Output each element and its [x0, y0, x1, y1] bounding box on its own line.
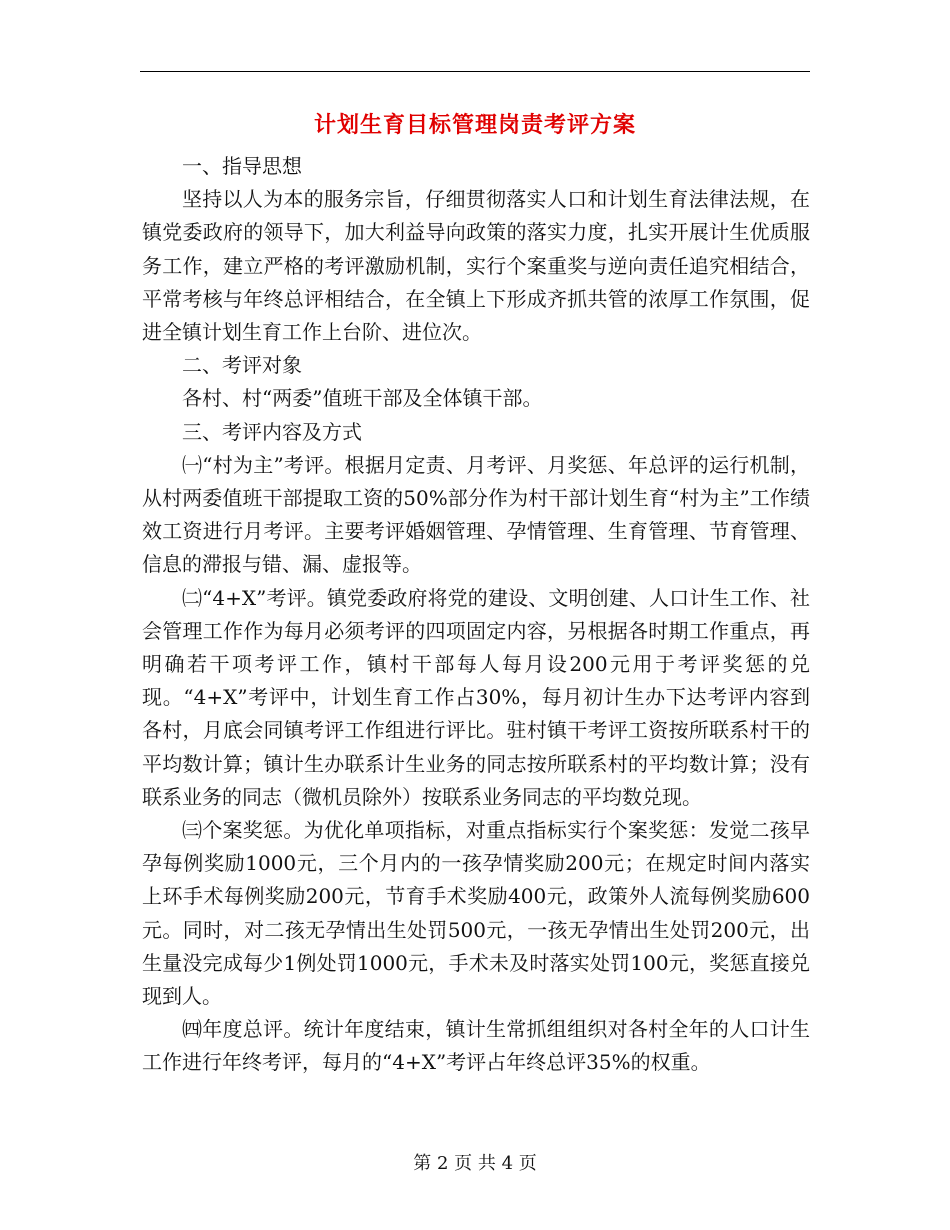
paragraph-case-rewards: ㈢个案奖惩。为优化单项指标，对重点指标实行个案奖惩：发觉二孩早孕每例奖励1000元，三个月内的一孩孕情奖励200元；在规定时间内落实上环手术每例奖励200元，节育手术奖励400元，政策外人流每例奖励600元。同时，对二孩无孕情出生处罚500元，一孩无孕情出生处罚200元，出生量没完成每少1例处罚1000元，手术未及时落实处罚100元，奖惩直接兑现到人。 [142, 818, 810, 1009]
page-footer: 第 2 页 共 4 页 [413, 1153, 537, 1174]
heading-evaluation-targets: 二、考评对象 [182, 353, 302, 378]
heading-guiding-principle: 一、指导思想 [182, 154, 302, 178]
document-body [142, 150, 810, 1080]
paragraph-4x-evaluation: ㈡“4+X”考评。镇党委政府将党的建设、文明创建、人口计生工作、社会管理工作作为每月必须考评的四项固定内容，另根据各时期工作重点，再明确若干项考评工作，镇村干部每人每月设200元用于考评奖惩的兑现。“4+X”考评中，计划生育工作占30%，每月初计生办下达考评内容到各村，月底会同镇考评工作组进行评比。驻村镇干考评工资按所联系村干的平均数计算；镇计生办联系计生业务的同志按所联系村的平均数计算；没有联系业务的同志（微机员除外）按联系业务同志的平均数兑现。 [142, 585, 810, 809]
paragraph-village-evaluation: ㈠“村为主”考评。根据月定责、月考评、月奖惩、年总评的运行机制，从村两委值班干部提取工资的50%部分作为村干部计划生育“村为主”工作绩效工资进行月考评。主要考评婚姻管理、孕情管理、生育管理、节育管理、信息的滞报与错、漏、虚报等。 [142, 452, 810, 577]
header-rule [140, 71, 810, 72]
document-title: 计划生育目标管理岗责考评方案 [313, 112, 636, 138]
paragraph-annual-review: ㈣年度总评。统计年度结束，镇计生常抓组组织对各村全年的人口计生工作进行年终考评，每月的“4+X”考评占年终总评35%的权重。 [142, 1017, 810, 1075]
paragraph-evaluation-targets: 各村、村“两委”值班干部及全体镇干部。 [182, 386, 543, 411]
paragraph-guiding-principle: 坚持以人为本的服务宗旨，仔细贯彻落实人口和计划生育法律法规，在镇党委政府的领导下，加大利益导向政策的落实力度，扎实开展计生优质服务工作，建立严格的考评激励机制，实行个案重奖与逆向责任追究相结合，平常考核与年终总评相结合，在全镇上下形成齐抓共管的浓厚工作氛围，促进全镇计划生育工作上台阶、进位次。 [142, 187, 810, 345]
heading-content-and-methods: 三、考评内容及方式 [182, 419, 362, 444]
